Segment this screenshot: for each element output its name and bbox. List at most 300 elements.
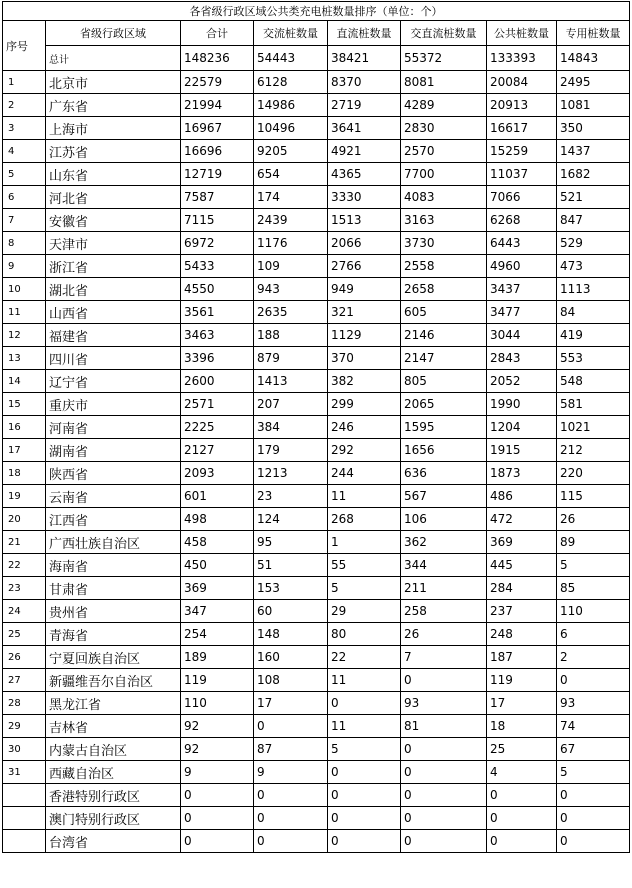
cell-private: 212 <box>557 439 630 462</box>
cell-name: 江苏省 <box>46 140 181 163</box>
table-row <box>3 140 630 163</box>
cell-private: 5 <box>557 554 630 577</box>
cell-seq: 6 <box>3 186 46 209</box>
cell-private: 1021 <box>557 416 630 439</box>
cell-seq: 24 <box>3 600 46 623</box>
cell-ac: 654 <box>254 163 328 186</box>
cell-private: 115 <box>557 485 630 508</box>
cell-total: 0 <box>181 807 254 830</box>
cell-public: 284 <box>487 577 557 600</box>
cell-public: 4 <box>487 761 557 784</box>
cell-public: 15259 <box>487 140 557 163</box>
cell-acdc: 2558 <box>401 255 487 278</box>
cell-public: 3437 <box>487 278 557 301</box>
table-title: 各省级行政区域公共类充电桩数量排序（单位：个） <box>3 2 630 21</box>
table-row <box>3 508 630 531</box>
cell-ac: 1176 <box>254 232 328 255</box>
cell-dc: 4921 <box>328 140 401 163</box>
cell-acdc: 605 <box>401 301 487 324</box>
cell-private: 553 <box>557 347 630 370</box>
cell-acdc: 567 <box>401 485 487 508</box>
cell-name: 安徽省 <box>46 209 181 232</box>
cell-name: 黑龙江省 <box>46 692 181 715</box>
cell-name: 河南省 <box>46 416 181 439</box>
cell-public: 369 <box>487 531 557 554</box>
cell-private: 1437 <box>557 140 630 163</box>
cell-name: 香港特别行政区 <box>46 784 181 807</box>
cell-seq: 2 <box>3 94 46 117</box>
cell-public: 445 <box>487 554 557 577</box>
cell-public: 1873 <box>487 462 557 485</box>
cell-total: 119 <box>181 669 254 692</box>
cell-dc: 3641 <box>328 117 401 140</box>
cell-ac: 2635 <box>254 301 328 324</box>
cell-total: 2571 <box>181 393 254 416</box>
cell-private: 110 <box>557 600 630 623</box>
cell-total: 369 <box>181 577 254 600</box>
table-row <box>3 830 630 853</box>
table-row <box>3 163 630 186</box>
title-row <box>3 2 630 21</box>
header-private: 专用桩数量 <box>557 21 630 46</box>
cell-ac: 9205 <box>254 140 328 163</box>
cell-total: 3561 <box>181 301 254 324</box>
cell-ac: 174 <box>254 186 328 209</box>
cell-total: 450 <box>181 554 254 577</box>
cell-total: 22579 <box>181 71 254 94</box>
header-public: 公共桩数量 <box>487 21 557 46</box>
cell-acdc: 106 <box>401 508 487 531</box>
cell-seq: 11 <box>3 301 46 324</box>
cell-acdc: 3163 <box>401 209 487 232</box>
cell-private: 847 <box>557 209 630 232</box>
cell-public: 0 <box>487 807 557 830</box>
cell-private: 74 <box>557 715 630 738</box>
cell-acdc: 4289 <box>401 94 487 117</box>
cell-dc: 1129 <box>328 324 401 347</box>
cell-acdc: 1656 <box>401 439 487 462</box>
cell-name: 青海省 <box>46 623 181 646</box>
cell-acdc: 805 <box>401 370 487 393</box>
cell-private: 521 <box>557 186 630 209</box>
total-ac: 54443 <box>254 46 328 71</box>
cell-acdc: 0 <box>401 830 487 853</box>
cell-ac: 109 <box>254 255 328 278</box>
total-acdc: 55372 <box>401 46 487 71</box>
cell-public: 187 <box>487 646 557 669</box>
table-row <box>3 554 630 577</box>
total-row <box>3 46 630 71</box>
cell-acdc: 0 <box>401 807 487 830</box>
cell-seq <box>3 807 46 830</box>
cell-seq: 5 <box>3 163 46 186</box>
cell-private: 473 <box>557 255 630 278</box>
cell-name: 陕西省 <box>46 462 181 485</box>
cell-name: 四川省 <box>46 347 181 370</box>
cell-seq: 28 <box>3 692 46 715</box>
cell-total: 0 <box>181 830 254 853</box>
cell-total: 92 <box>181 715 254 738</box>
cell-ac: 2439 <box>254 209 328 232</box>
cell-dc: 292 <box>328 439 401 462</box>
cell-ac: 207 <box>254 393 328 416</box>
cell-private: 529 <box>557 232 630 255</box>
table-row <box>3 531 630 554</box>
cell-seq: 30 <box>3 738 46 761</box>
cell-name: 上海市 <box>46 117 181 140</box>
cell-ac: 153 <box>254 577 328 600</box>
header-acdc: 交直流桩数量 <box>401 21 487 46</box>
table-row <box>3 669 630 692</box>
table-row <box>3 600 630 623</box>
cell-dc: 55 <box>328 554 401 577</box>
cell-acdc: 7 <box>401 646 487 669</box>
cell-acdc: 2146 <box>401 324 487 347</box>
cell-total: 2093 <box>181 462 254 485</box>
cell-dc: 2766 <box>328 255 401 278</box>
table-row <box>3 301 630 324</box>
cell-acdc: 93 <box>401 692 487 715</box>
cell-total: 21994 <box>181 94 254 117</box>
cell-name: 内蒙古自治区 <box>46 738 181 761</box>
cell-ac: 188 <box>254 324 328 347</box>
table-row <box>3 462 630 485</box>
cell-total: 458 <box>181 531 254 554</box>
cell-name: 澳门特别行政区 <box>46 807 181 830</box>
cell-dc: 268 <box>328 508 401 531</box>
total-dc: 38421 <box>328 46 401 71</box>
cell-public: 20084 <box>487 71 557 94</box>
cell-acdc: 4083 <box>401 186 487 209</box>
cell-name: 台湾省 <box>46 830 181 853</box>
cell-public: 0 <box>487 830 557 853</box>
cell-seq: 14 <box>3 370 46 393</box>
cell-seq: 13 <box>3 347 46 370</box>
table-row <box>3 347 630 370</box>
cell-public: 1915 <box>487 439 557 462</box>
cell-total: 601 <box>181 485 254 508</box>
cell-name: 河北省 <box>46 186 181 209</box>
cell-public: 11037 <box>487 163 557 186</box>
total-public: 133393 <box>487 46 557 71</box>
cell-seq: 22 <box>3 554 46 577</box>
cell-name: 天津市 <box>46 232 181 255</box>
cell-dc: 321 <box>328 301 401 324</box>
table-row <box>3 209 630 232</box>
cell-name: 山东省 <box>46 163 181 186</box>
cell-name: 北京市 <box>46 71 181 94</box>
cell-name: 重庆市 <box>46 393 181 416</box>
cell-name: 贵州省 <box>46 600 181 623</box>
cell-total: 2225 <box>181 416 254 439</box>
cell-private: 67 <box>557 738 630 761</box>
cell-total: 498 <box>181 508 254 531</box>
table-row <box>3 232 630 255</box>
cell-public: 20913 <box>487 94 557 117</box>
cell-seq <box>3 784 46 807</box>
cell-public: 248 <box>487 623 557 646</box>
cell-total: 2600 <box>181 370 254 393</box>
cell-acdc: 636 <box>401 462 487 485</box>
cell-dc: 1513 <box>328 209 401 232</box>
table-row <box>3 577 630 600</box>
cell-seq: 19 <box>3 485 46 508</box>
cell-name: 广西壮族自治区 <box>46 531 181 554</box>
cell-ac: 14986 <box>254 94 328 117</box>
cell-ac: 879 <box>254 347 328 370</box>
cell-seq: 18 <box>3 462 46 485</box>
cell-dc: 1 <box>328 531 401 554</box>
cell-acdc: 2147 <box>401 347 487 370</box>
table-row <box>3 393 630 416</box>
cell-name: 吉林省 <box>46 715 181 738</box>
cell-seq: 10 <box>3 278 46 301</box>
cell-dc: 4365 <box>328 163 401 186</box>
cell-acdc: 81 <box>401 715 487 738</box>
table-row <box>3 94 630 117</box>
header-total: 合计 <box>181 21 254 46</box>
cell-public: 6443 <box>487 232 557 255</box>
cell-acdc: 3730 <box>401 232 487 255</box>
cell-total: 3463 <box>181 324 254 347</box>
cell-acdc: 2570 <box>401 140 487 163</box>
table-row <box>3 646 630 669</box>
cell-ac: 179 <box>254 439 328 462</box>
cell-name: 新疆维吾尔自治区 <box>46 669 181 692</box>
cell-public: 472 <box>487 508 557 531</box>
cell-dc: 0 <box>328 807 401 830</box>
cell-ac: 95 <box>254 531 328 554</box>
cell-total: 5433 <box>181 255 254 278</box>
cell-name: 云南省 <box>46 485 181 508</box>
cell-private: 85 <box>557 577 630 600</box>
cell-private: 5 <box>557 761 630 784</box>
cell-ac: 1213 <box>254 462 328 485</box>
cell-ac: 108 <box>254 669 328 692</box>
cell-public: 0 <box>487 784 557 807</box>
cell-ac: 0 <box>254 784 328 807</box>
cell-public: 237 <box>487 600 557 623</box>
cell-dc: 244 <box>328 462 401 485</box>
cell-acdc: 362 <box>401 531 487 554</box>
cell-ac: 0 <box>254 830 328 853</box>
cell-acdc: 2658 <box>401 278 487 301</box>
cell-private: 350 <box>557 117 630 140</box>
cell-ac: 124 <box>254 508 328 531</box>
table-row <box>3 439 630 462</box>
cell-public: 16617 <box>487 117 557 140</box>
header-seq: 序号 <box>3 21 46 71</box>
charging-pile-table <box>2 1 630 853</box>
cell-seq: 31 <box>3 761 46 784</box>
cell-public: 3044 <box>487 324 557 347</box>
cell-ac: 160 <box>254 646 328 669</box>
cell-dc: 2066 <box>328 232 401 255</box>
cell-private: 1081 <box>557 94 630 117</box>
cell-acdc: 2830 <box>401 117 487 140</box>
cell-acdc: 26 <box>401 623 487 646</box>
table-row <box>3 324 630 347</box>
cell-ac: 0 <box>254 715 328 738</box>
cell-public: 7066 <box>487 186 557 209</box>
cell-total: 4550 <box>181 278 254 301</box>
cell-public: 1990 <box>487 393 557 416</box>
cell-public: 3477 <box>487 301 557 324</box>
cell-dc: 11 <box>328 485 401 508</box>
cell-total: 189 <box>181 646 254 669</box>
cell-dc: 382 <box>328 370 401 393</box>
cell-name: 广东省 <box>46 94 181 117</box>
cell-private: 93 <box>557 692 630 715</box>
cell-dc: 0 <box>328 830 401 853</box>
cell-public: 1204 <box>487 416 557 439</box>
cell-private: 548 <box>557 370 630 393</box>
cell-private: 6 <box>557 623 630 646</box>
cell-public: 18 <box>487 715 557 738</box>
table-row <box>3 623 630 646</box>
cell-dc: 29 <box>328 600 401 623</box>
cell-name: 江西省 <box>46 508 181 531</box>
cell-acdc: 344 <box>401 554 487 577</box>
cell-seq: 25 <box>3 623 46 646</box>
cell-total: 16967 <box>181 117 254 140</box>
table-row <box>3 485 630 508</box>
cell-private: 419 <box>557 324 630 347</box>
cell-dc: 246 <box>328 416 401 439</box>
cell-ac: 51 <box>254 554 328 577</box>
cell-dc: 5 <box>328 577 401 600</box>
cell-private: 2 <box>557 646 630 669</box>
cell-private: 0 <box>557 784 630 807</box>
cell-seq: 15 <box>3 393 46 416</box>
cell-ac: 10496 <box>254 117 328 140</box>
cell-public: 17 <box>487 692 557 715</box>
cell-dc: 11 <box>328 669 401 692</box>
cell-dc: 8370 <box>328 71 401 94</box>
table-row <box>3 117 630 140</box>
cell-ac: 87 <box>254 738 328 761</box>
cell-private: 1113 <box>557 278 630 301</box>
table-row <box>3 71 630 94</box>
table-row <box>3 186 630 209</box>
cell-seq: 16 <box>3 416 46 439</box>
cell-dc: 22 <box>328 646 401 669</box>
table-row <box>3 761 630 784</box>
cell-total: 3396 <box>181 347 254 370</box>
cell-dc: 0 <box>328 784 401 807</box>
cell-seq: 29 <box>3 715 46 738</box>
cell-dc: 3330 <box>328 186 401 209</box>
cell-acdc: 258 <box>401 600 487 623</box>
cell-total: 6972 <box>181 232 254 255</box>
cell-ac: 384 <box>254 416 328 439</box>
cell-dc: 11 <box>328 715 401 738</box>
cell-dc: 370 <box>328 347 401 370</box>
cell-seq: 12 <box>3 324 46 347</box>
cell-acdc: 8081 <box>401 71 487 94</box>
cell-private: 0 <box>557 807 630 830</box>
cell-dc: 0 <box>328 761 401 784</box>
cell-public: 4960 <box>487 255 557 278</box>
cell-public: 2843 <box>487 347 557 370</box>
cell-seq: 20 <box>3 508 46 531</box>
cell-name: 山西省 <box>46 301 181 324</box>
table-row <box>3 807 630 830</box>
cell-name: 甘肃省 <box>46 577 181 600</box>
table-row <box>3 738 630 761</box>
cell-private: 581 <box>557 393 630 416</box>
cell-ac: 6128 <box>254 71 328 94</box>
cell-total: 7115 <box>181 209 254 232</box>
cell-acdc: 0 <box>401 738 487 761</box>
cell-private: 1682 <box>557 163 630 186</box>
cell-private: 26 <box>557 508 630 531</box>
cell-seq: 4 <box>3 140 46 163</box>
cell-name: 湖南省 <box>46 439 181 462</box>
cell-seq: 17 <box>3 439 46 462</box>
cell-total: 254 <box>181 623 254 646</box>
cell-dc: 2719 <box>328 94 401 117</box>
cell-ac: 148 <box>254 623 328 646</box>
cell-private: 0 <box>557 830 630 853</box>
cell-private: 2495 <box>557 71 630 94</box>
cell-ac: 17 <box>254 692 328 715</box>
cell-seq: 27 <box>3 669 46 692</box>
table-row <box>3 370 630 393</box>
cell-total: 110 <box>181 692 254 715</box>
cell-private: 84 <box>557 301 630 324</box>
cell-dc: 5 <box>328 738 401 761</box>
cell-seq: 1 <box>3 71 46 94</box>
table-row <box>3 416 630 439</box>
cell-private: 89 <box>557 531 630 554</box>
cell-dc: 80 <box>328 623 401 646</box>
cell-name: 辽宁省 <box>46 370 181 393</box>
header-region: 省级行政区域 <box>46 21 181 46</box>
cell-ac: 23 <box>254 485 328 508</box>
cell-name: 浙江省 <box>46 255 181 278</box>
cell-name: 海南省 <box>46 554 181 577</box>
table-row <box>3 692 630 715</box>
cell-total: 9 <box>181 761 254 784</box>
cell-private: 220 <box>557 462 630 485</box>
cell-seq: 7 <box>3 209 46 232</box>
cell-acdc: 0 <box>401 669 487 692</box>
cell-public: 25 <box>487 738 557 761</box>
cell-ac: 943 <box>254 278 328 301</box>
cell-total: 92 <box>181 738 254 761</box>
table-row <box>3 278 630 301</box>
cell-seq: 3 <box>3 117 46 140</box>
cell-seq: 9 <box>3 255 46 278</box>
cell-seq: 21 <box>3 531 46 554</box>
cell-dc: 949 <box>328 278 401 301</box>
cell-name: 宁夏回族自治区 <box>46 646 181 669</box>
cell-name: 湖北省 <box>46 278 181 301</box>
total-label: 总计 <box>46 46 181 71</box>
cell-ac: 1413 <box>254 370 328 393</box>
cell-total: 347 <box>181 600 254 623</box>
table-row <box>3 784 630 807</box>
cell-acdc: 7700 <box>401 163 487 186</box>
header-ac: 交流桩数量 <box>254 21 328 46</box>
cell-ac: 0 <box>254 807 328 830</box>
cell-ac: 60 <box>254 600 328 623</box>
cell-public: 119 <box>487 669 557 692</box>
header-row <box>3 21 630 46</box>
header-dc: 直流桩数量 <box>328 21 401 46</box>
cell-dc: 0 <box>328 692 401 715</box>
